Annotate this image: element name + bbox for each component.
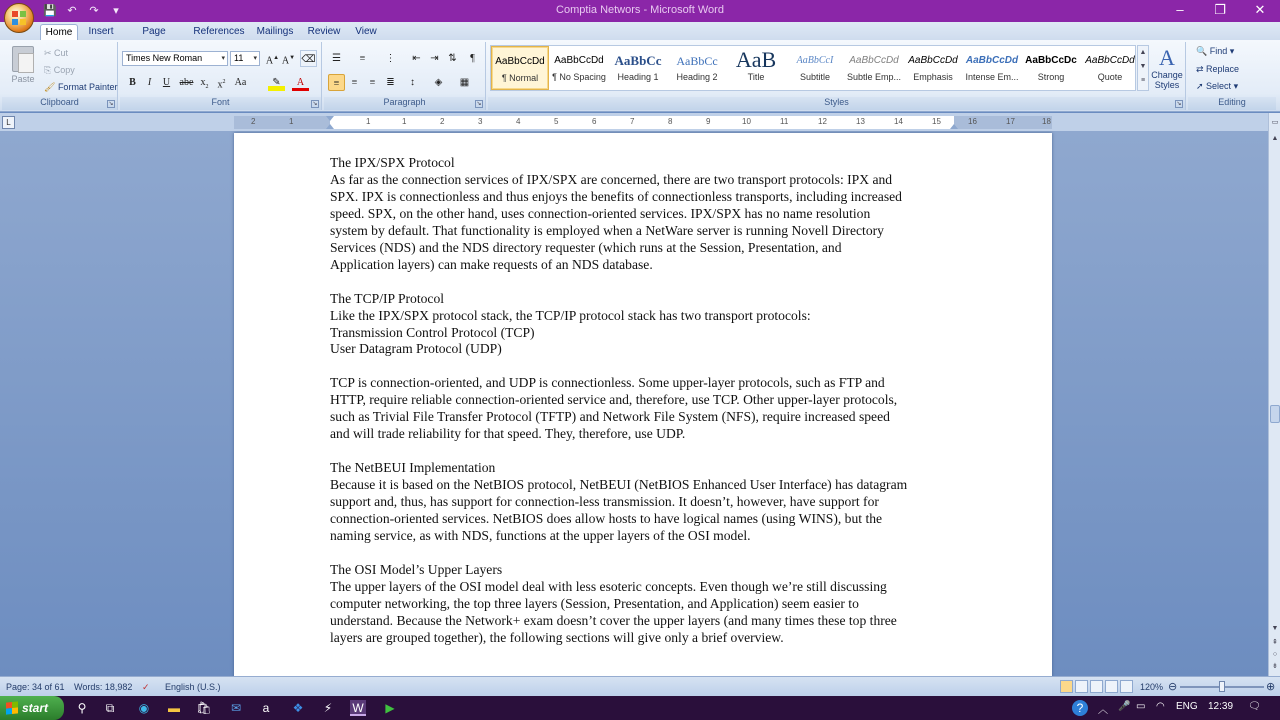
text-line: TCP is connection-oriented, and UDP is connectionless. Some upper-layer protocols, such as FTP and	[330, 375, 885, 391]
style-name: ¶ Normal	[501, 73, 539, 83]
minimize-button[interactable]: –	[1176, 2, 1184, 17]
select-label: Select	[1206, 81, 1232, 91]
right-indent-marker[interactable]	[950, 124, 958, 129]
strikethrough-icon[interactable]: abe	[179, 77, 194, 88]
next-page-icon[interactable]: ⇟	[1272, 663, 1278, 670]
ruler-number: 9	[706, 117, 711, 126]
style-title[interactable]	[727, 46, 785, 90]
copy-label: Copy	[53, 65, 75, 75]
ruler-toggle-icon[interactable]: ▭	[1271, 119, 1279, 126]
style-subtitle[interactable]	[786, 46, 844, 90]
multilevel-list-icon[interactable]: ⋮	[385, 53, 396, 64]
text-line: Services (NDS) and the NDS directory requester (which runs at the Session, Presentation, and	[330, 239, 842, 255]
align-center-icon[interactable]: ≡	[351, 77, 358, 88]
style-name: Subtle Emp...	[846, 72, 902, 82]
text-line: Transmission Control Protocol (TCP)	[330, 324, 535, 340]
tab-references[interactable]: References	[193, 26, 245, 37]
style-subtle-emphasis[interactable]	[845, 46, 903, 90]
copy-button[interactable]	[44, 65, 75, 76]
align-right-icon[interactable]: ≡	[369, 77, 376, 88]
web-layout-icon[interactable]	[1090, 680, 1103, 693]
office-logo-icon	[12, 11, 26, 25]
text-line: and will trade reliability for that speed. They, therefore, use UDP.	[330, 426, 686, 442]
previous-page-icon[interactable]: ⇞	[1272, 639, 1278, 646]
paragraph-launcher-icon[interactable]: ↘	[476, 101, 482, 107]
text-line: Application layers) can make requests of an NDS database.	[330, 256, 653, 272]
select-browse-object-icon[interactable]: ○	[1272, 651, 1278, 658]
ruler-number: 8	[668, 117, 673, 126]
microphone-icon[interactable]: 🎤	[1118, 701, 1131, 712]
ruler-row	[0, 113, 1280, 131]
shading-icon[interactable]: ◈	[434, 77, 443, 88]
status-bar	[0, 676, 1280, 696]
style-heading-2[interactable]	[668, 46, 726, 90]
style-sample: AaBbCc	[676, 54, 718, 68]
text-line: layers are grouped together), the following sections will give only a brief overview.	[330, 629, 784, 645]
binoculars-icon: 🔍	[1196, 46, 1210, 56]
vertical-scrollbar[interactable]	[1268, 113, 1280, 676]
select-button[interactable]: ➚ Select ▾	[1196, 81, 1239, 91]
borders-icon[interactable]: ▦	[459, 77, 470, 88]
section-heading: The TCP/IP Protocol	[330, 290, 445, 306]
text-line: connection-oriented services. NetBIOS does allow hosts to have logical names (using WINS), but the	[330, 510, 883, 526]
change-styles-button[interactable]	[1150, 46, 1184, 90]
page-count[interactable]: Page: 34 of 61	[6, 682, 65, 692]
taskbar	[0, 696, 1280, 720]
style-heading-1[interactable]	[609, 46, 667, 90]
tab-home[interactable]: Home	[40, 24, 78, 40]
style-name: Heading 2	[676, 72, 718, 82]
text-line: The upper layers of the OSI model deal with less esoteric concepts. Even though we’re still discussing	[330, 578, 887, 594]
style-no-spacing[interactable]	[550, 46, 608, 90]
style-name: Title	[747, 72, 765, 82]
scroll-thumb[interactable]	[1270, 405, 1280, 423]
styles-gallery-scroll[interactable]	[1137, 45, 1149, 91]
font-launcher-icon[interactable]: ↘	[312, 101, 318, 107]
language-indicator-taskbar[interactable]: ENG	[1176, 701, 1198, 712]
styles-group-label: Styles	[488, 97, 1185, 110]
ruler-number: 14	[894, 117, 903, 126]
windows-logo-icon	[6, 701, 18, 714]
redo-icon[interactable]: ↷	[89, 5, 99, 17]
style-sample: AaBbCcDd	[1085, 55, 1135, 66]
ruler-number: 1	[289, 117, 294, 126]
ruler-number: 2	[251, 117, 256, 126]
numbering-icon[interactable]: ≡	[359, 53, 366, 64]
ruler-number: 11	[780, 117, 789, 126]
font-name-dropdown[interactable]	[122, 51, 228, 66]
title-bar	[0, 0, 1280, 22]
full-screen-reading-icon[interactable]	[1075, 680, 1088, 693]
font-size-dropdown[interactable]	[230, 51, 260, 66]
section-osi-upper	[330, 562, 960, 647]
paste-button[interactable]	[8, 46, 38, 90]
text-line: computer networking, the top three layers (Session, Presentation, and Application) seem easier to	[330, 595, 859, 611]
text-line: system by default. That functionality is employed when a NetWare server is running Novell Directory	[330, 222, 884, 238]
style-sample: AaBbCcDd	[908, 55, 958, 66]
style-name: Subtitle	[799, 72, 831, 82]
ruler-number: 3	[478, 117, 483, 126]
style-sample: AaBbCcDd	[849, 55, 899, 66]
bullets-icon[interactable]: ☰	[332, 53, 341, 64]
section-ipx-spx	[330, 155, 960, 274]
media-player-icon[interactable]: ▶	[385, 701, 395, 715]
paragraph-group	[324, 42, 486, 110]
ruler-number: 6	[592, 117, 597, 126]
font-group-label: Font	[120, 97, 321, 110]
style-name: ¶ No Spacing	[552, 72, 606, 82]
scroll-down-icon[interactable]: ▼	[1271, 625, 1279, 632]
find-button[interactable]: 🔍 Find ▾	[1196, 46, 1235, 56]
tab-review[interactable]: Review	[307, 26, 341, 37]
replace-button[interactable]	[1196, 64, 1239, 75]
style-name: Strong	[1037, 72, 1065, 82]
edge-icon[interactable]: ◉	[138, 701, 150, 715]
cut-label: Cut	[54, 48, 69, 58]
left-indent-marker[interactable]	[326, 124, 334, 129]
start-label: start	[22, 701, 49, 715]
word-taskbar-icon[interactable]: W	[350, 700, 366, 716]
find-label: Find	[1209, 46, 1228, 56]
font-size-value: 11	[234, 53, 244, 63]
tab-page-layout[interactable]: Page	[142, 26, 166, 37]
task-view-icon[interactable]: ⧉	[105, 701, 115, 715]
zoom-in-icon[interactable]: ⊕	[1266, 681, 1276, 693]
scissors-icon: ✂	[44, 48, 55, 58]
editing-group-label: Editing	[1188, 97, 1276, 110]
dropbox-icon[interactable]: ❖	[292, 701, 304, 715]
chevron-down-icon[interactable]: ▼	[1139, 63, 1147, 70]
store-icon[interactable]: 🛍	[196, 701, 212, 715]
office-button[interactable]	[4, 3, 34, 33]
section-heading: The OSI Model’s Upper Layers	[330, 561, 503, 577]
tab-view[interactable]: View	[355, 26, 377, 37]
undo-icon[interactable]: ↶	[67, 5, 77, 17]
style-sample: AaBbCc	[614, 53, 662, 68]
style-sample: AaBbCcDd	[965, 55, 1019, 66]
tab-insert[interactable]: Insert	[88, 26, 114, 37]
more-styles-icon[interactable]: ≡	[1140, 77, 1146, 84]
style-emphasis[interactable]	[904, 46, 962, 90]
style-sample: AaBbCcI	[796, 55, 834, 66]
style-name: Quote	[1097, 72, 1123, 82]
clock[interactable]: 12:39	[1208, 701, 1234, 712]
chevron-down-icon: ▾	[253, 55, 257, 62]
zoom-level[interactable]: 120%	[1140, 682, 1164, 692]
help-icon[interactable]: ?	[1072, 700, 1088, 716]
grow-font-icon[interactable]: A▲	[265, 55, 280, 67]
shrink-font-icon[interactable]: A▼	[281, 55, 296, 67]
text-line: Because it is based on the NetBIOS protocol, NetBEUI (NetBIOS Enhanced User Interface) has datagram	[330, 477, 908, 493]
zoom-slider-handle[interactable]	[1219, 681, 1225, 692]
mail-icon[interactable]: ✉	[230, 701, 242, 715]
section-tcp-ip	[330, 291, 960, 359]
chevron-up-icon[interactable]: ▲	[1139, 49, 1147, 56]
paintbrush-icon: 🖌	[44, 82, 58, 92]
tab-selector-icon[interactable]: L	[2, 116, 15, 129]
ruler-number: 2	[440, 117, 445, 126]
style-intense-emphasis[interactable]	[963, 46, 1021, 90]
cursor-icon: ➚	[1196, 81, 1207, 91]
change-styles-icon: A	[1159, 45, 1175, 70]
change-styles-label: Change Styles	[1151, 70, 1183, 90]
section-netbeui	[330, 460, 960, 545]
text-line: such as Trivial File Transfer Protocol (TFTP) and Network File System (NFS), require increased speed	[330, 409, 890, 425]
text-line: SPX. IPX is connectionless and thus enjoys the benefits of connectionless transports, including increased	[330, 188, 902, 204]
wifi-icon[interactable]: ◠	[1156, 701, 1165, 712]
ruler-number: 1	[366, 117, 371, 126]
justify-icon[interactable]: ≣	[386, 77, 395, 88]
file-explorer-icon[interactable]: ▬	[168, 701, 180, 715]
restore-button[interactable]: ❐	[1214, 2, 1226, 17]
ruler-number: 5	[554, 117, 559, 126]
paragraph-group-label: Paragraph	[324, 97, 485, 110]
line-spacing-icon[interactable]: ↕	[410, 77, 415, 88]
print-layout-icon[interactable]	[1060, 680, 1073, 693]
text-line: Like the IPX/SPX protocol stack, the TCP/IP protocol stack has two transport protocols:	[330, 307, 811, 323]
start-button[interactable]	[0, 696, 64, 720]
paste-label: Paste	[11, 74, 35, 84]
search-icon[interactable]: ⚲	[77, 701, 87, 715]
style-sample: AaBbCcDc	[1025, 55, 1077, 66]
style-sample: AaB	[735, 47, 777, 72]
window-controls	[1160, 0, 1280, 22]
cut-button[interactable]	[44, 48, 68, 59]
ruler-number: 4	[516, 117, 521, 126]
word-count[interactable]: Words: 18,982	[74, 682, 133, 692]
italic-icon[interactable]: I	[147, 77, 152, 88]
chevron-down-icon: ▾	[221, 55, 225, 62]
style-strong[interactable]	[1022, 46, 1080, 90]
ruler-number: 15	[932, 117, 941, 126]
ruler-number: 13	[856, 117, 865, 126]
paste-icon	[12, 46, 34, 72]
text-line: HTTP, require reliable connection-oriented service and, therefore, use TCP. Other upper-layer protocols,	[330, 392, 898, 408]
first-line-indent-marker[interactable]	[326, 116, 334, 121]
close-button[interactable]: ✕	[1254, 2, 1266, 17]
format-painter-button[interactable]	[44, 82, 117, 93]
show-hidden-icons[interactable]: ︿	[1098, 705, 1108, 716]
window-title: Comptia Networs - Microsoft Word	[556, 4, 724, 16]
style-sample: AaBbCcDd	[554, 55, 604, 66]
clipboard-launcher-icon[interactable]: ↘	[108, 101, 114, 107]
amazon-icon[interactable]: a	[262, 701, 270, 715]
notifications-icon[interactable]: 🗨	[1248, 701, 1261, 712]
draft-view-icon[interactable]	[1120, 680, 1133, 693]
ruler-number: 1	[402, 117, 407, 126]
proofing-icon[interactable]: ✓	[142, 682, 150, 692]
horizontal-ruler[interactable]	[234, 116, 1052, 129]
save-icon[interactable]: 💾	[43, 5, 57, 17]
increase-indent-icon[interactable]: ⇥	[430, 53, 439, 64]
text-line: support and, thus, has support for connection-less transmission. It doesn’t, however, have support for	[330, 494, 879, 510]
format-painter-label: Format Painter	[57, 82, 118, 92]
font-name-value: Times New Roman	[126, 53, 203, 63]
ruler-number: 16	[968, 117, 977, 126]
clipboard-group	[2, 42, 118, 110]
section-heading: The NetBEUI Implementation	[330, 460, 496, 476]
style-normal[interactable]	[491, 46, 549, 90]
styles-gallery	[490, 45, 1136, 91]
document-body[interactable]	[330, 155, 960, 664]
zoom-out-icon[interactable]: ⊖	[1168, 681, 1178, 693]
align-left-icon[interactable]: ≡	[328, 74, 345, 91]
style-name: Heading 1	[617, 72, 659, 82]
text-line: understand. Because the Network+ exam doesn’t cover the upper layers (and many times these top three	[330, 612, 897, 628]
superscript-icon[interactable]: $x^2$	[217, 79, 226, 91]
style-name: Intense Em...	[965, 72, 1019, 82]
customize-qat-icon[interactable]: ▾	[113, 5, 119, 17]
text-line: As far as the connection services of IPX/SPX are concerned, there are two transport protocols: IPX and	[330, 171, 893, 187]
clipboard-group-label: Clipboard	[2, 97, 117, 110]
show-paragraph-marks-icon[interactable]: ¶	[470, 53, 475, 64]
font-group	[120, 42, 322, 110]
style-quote[interactable]	[1081, 46, 1139, 90]
section-tcp-udp	[330, 375, 960, 443]
underline-icon[interactable]: U	[162, 77, 171, 88]
style-name: Emphasis	[913, 72, 953, 82]
clear-formatting-icon[interactable]: ⌫	[300, 50, 317, 67]
section-heading: The IPX/SPX Protocol	[330, 155, 455, 170]
copy-icon: ⎘	[44, 65, 54, 75]
text-line: User Datagram Protocol (UDP)	[330, 341, 502, 357]
scroll-up-icon[interactable]: ▲	[1271, 135, 1279, 142]
language-indicator[interactable]: English (U.S.)	[165, 682, 221, 692]
outline-view-icon[interactable]	[1105, 680, 1118, 693]
change-case-icon[interactable]: Aa	[234, 77, 247, 88]
ribbon-tabs	[0, 22, 1280, 40]
subscript-icon[interactable]: $x_2$	[200, 77, 209, 90]
bold-icon[interactable]: B	[129, 77, 136, 88]
ruler-number: 18	[1042, 117, 1051, 126]
replace-label: Replace	[1206, 64, 1240, 74]
document-page[interactable]	[234, 133, 1052, 676]
tab-mailings[interactable]: Mailings	[256, 26, 294, 37]
text-line: naming service, as with NDS, functions at the upper layers of the OSI model.	[330, 527, 751, 543]
winamp-icon[interactable]: ⚡	[323, 701, 333, 715]
ruler-number: 12	[818, 117, 827, 126]
ruler-number: 10	[742, 117, 751, 126]
highlight-icon[interactable]: ✎	[268, 74, 285, 91]
font-color-icon[interactable]: A	[292, 74, 309, 91]
sort-icon[interactable]: ⇅	[448, 53, 457, 64]
text-line: speed. SPX, on the other hand, uses connection-oriented services. IPX/SPX has no name resolution	[330, 205, 871, 221]
style-sample: AaBbCcDd	[495, 56, 545, 67]
styles-launcher-icon[interactable]: ↘	[1176, 101, 1182, 107]
decrease-indent-icon[interactable]: ⇤	[412, 53, 421, 64]
ruler-number: 7	[630, 117, 635, 126]
battery-icon[interactable]: ▭	[1136, 701, 1146, 712]
ruler-number: 17	[1006, 117, 1015, 126]
replace-icon: ⇄	[1196, 64, 1207, 74]
document-area	[0, 131, 1268, 676]
